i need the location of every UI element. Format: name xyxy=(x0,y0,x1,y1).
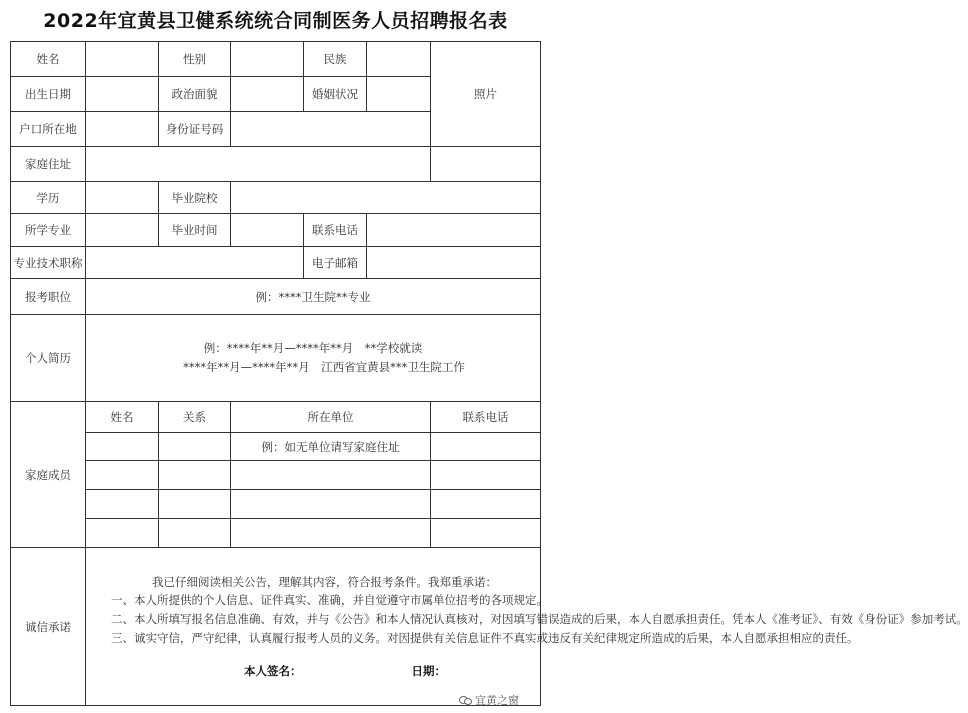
input-gender[interactable] xyxy=(231,42,304,77)
family-header-name: 姓名 xyxy=(86,402,159,433)
family-row-1-relation[interactable] xyxy=(159,433,231,461)
photo-box[interactable]: 照片 xyxy=(431,42,541,147)
family-header-relation: 关系 xyxy=(159,402,231,433)
resume-example-line-1: 例：****年**月—****年**月 **学校就读 xyxy=(203,341,423,355)
watermark xyxy=(459,692,519,708)
family-row-1-name[interactable] xyxy=(86,433,159,461)
wechat-icon xyxy=(459,695,472,705)
label-gender: 性别 xyxy=(159,42,231,77)
family-row-2-relation[interactable] xyxy=(159,461,231,490)
input-marital-status[interactable] xyxy=(367,77,431,112)
label-hukou: 户口所在地 xyxy=(11,112,86,147)
label-ethnicity: 民族 xyxy=(304,42,367,77)
input-major[interactable] xyxy=(86,214,159,247)
form-title: 2022年宜黄县卫健系统统合同制医务人员招聘报名表 xyxy=(43,10,508,32)
label-professional-title: 专业技术职称 xyxy=(11,247,86,279)
input-graduation-time[interactable] xyxy=(231,214,304,247)
family-row-2-phone[interactable] xyxy=(431,461,541,490)
label-id-number: 身份证号码 xyxy=(159,112,231,147)
label-marital-status: 婚姻状况 xyxy=(304,77,367,112)
family-row-3-relation[interactable] xyxy=(159,490,231,519)
pledge-item-2: 二、本人所填写报名信息准确、有效，并与《公告》和本人情况认真核对，对因填写错误造成的后果，本人自愿承担责任。凭本人《准考证》、有效《身份证》参加考试。 xyxy=(111,612,968,627)
input-home-address[interactable] xyxy=(86,147,431,182)
family-row-3-phone[interactable] xyxy=(431,490,541,519)
label-birth-date: 出生日期 xyxy=(11,77,86,112)
input-hukou[interactable] xyxy=(86,112,159,147)
input-political-status[interactable] xyxy=(231,77,304,112)
input-email[interactable] xyxy=(367,247,541,279)
label-name: 姓名 xyxy=(11,42,86,77)
input-graduate-school[interactable] xyxy=(231,182,541,214)
input-name[interactable] xyxy=(86,42,159,77)
family-row-4-phone[interactable] xyxy=(431,519,541,548)
resume-example-line-2: ****年**月—****年**月 江西省宜黄县***卫生院工作 xyxy=(183,360,465,374)
label-education: 学历 xyxy=(11,182,86,214)
family-row-3-workplace[interactable] xyxy=(231,490,431,519)
cell-blank-1 xyxy=(431,147,541,182)
label-graduate-school: 毕业院校 xyxy=(159,182,231,214)
pledge-signature-line xyxy=(88,662,538,681)
family-row-2-name[interactable] xyxy=(86,461,159,490)
family-row-4-name[interactable] xyxy=(86,519,159,548)
input-professional-title[interactable] xyxy=(86,247,304,279)
pledge-intro: 我已仔细阅读相关公告，理解其内容，符合报考条件。我郑重承诺： xyxy=(152,574,497,589)
label-integrity-pledge: 诚信承诺 xyxy=(11,548,86,706)
family-row-1-phone[interactable] xyxy=(431,433,541,461)
label-resume: 个人简历 xyxy=(11,315,86,402)
family-row-4-workplace[interactable] xyxy=(231,519,431,548)
family-row-1-workplace[interactable]: 例：如无单位请写家庭住址 xyxy=(231,433,431,461)
input-education[interactable] xyxy=(86,182,159,214)
pledge-item-3: 三、诚实守信，严守纪律，认真履行报考人员的义务。对因提供有关信息证件不真实或违反有关纪律规定所造成的后果，本人自愿承担相应的责任。 xyxy=(111,630,859,645)
date-label[interactable]: 日期： xyxy=(411,663,446,678)
input-ethnicity[interactable] xyxy=(367,42,431,77)
signature-label[interactable]: 本人签名： xyxy=(244,663,302,678)
family-row-2-workplace[interactable] xyxy=(231,461,431,490)
watermark-text: 宜黄之窗 xyxy=(475,694,519,707)
input-applied-position[interactable]: 例：****卫生院**专业 xyxy=(86,279,541,315)
label-family-members: 家庭成员 xyxy=(11,402,86,548)
label-political-status: 政治面貌 xyxy=(159,77,231,112)
family-header-phone: 联系电话 xyxy=(431,402,541,433)
input-birth-date[interactable] xyxy=(86,77,159,112)
input-id-number[interactable] xyxy=(231,112,431,147)
label-phone: 联系电话 xyxy=(304,214,367,247)
input-phone[interactable] xyxy=(367,214,541,247)
family-row-3-name[interactable] xyxy=(86,490,159,519)
registration-form xyxy=(10,41,968,706)
family-row-4-relation[interactable] xyxy=(159,519,231,548)
label-graduation-time: 毕业时间 xyxy=(159,214,231,247)
family-header-workplace: 所在单位 xyxy=(231,402,431,433)
label-email: 电子邮箱 xyxy=(304,247,367,279)
label-major: 所学专业 xyxy=(11,214,86,247)
pledge-text xyxy=(86,548,968,706)
label-home-address: 家庭住址 xyxy=(11,147,86,182)
pledge-item-1: 一、本人所提供的个人信息、证件真实、准确，并自觉遵守市属单位招考的各项规定。 xyxy=(111,593,548,608)
input-resume[interactable] xyxy=(86,315,541,402)
label-applied-position: 报考职位 xyxy=(11,279,86,315)
